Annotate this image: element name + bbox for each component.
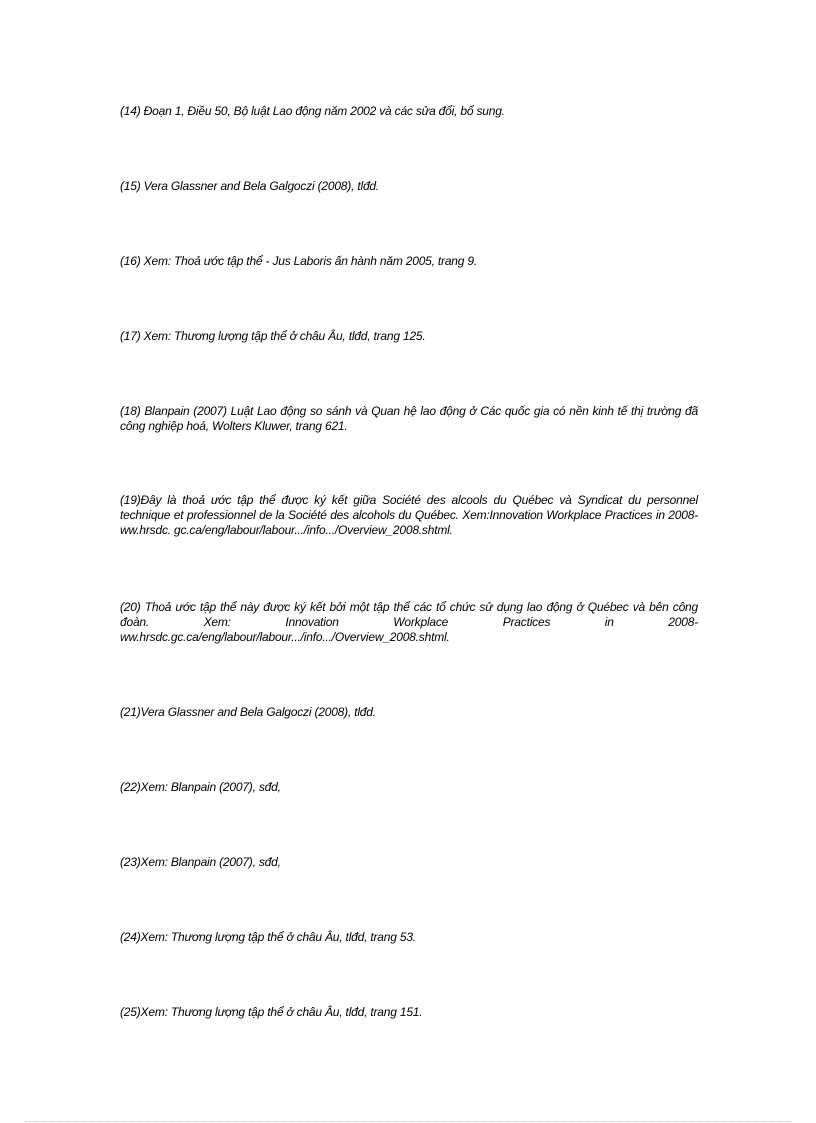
footnote-17: (17) Xem: Thương lượng tập thể ở châu Âu, tlđd, trang 125.	[120, 329, 426, 343]
footnote-16: (16) Xem: Thoả ước tập thể - Jus Laboris ấn hành năm 2005, trang 9.	[120, 254, 478, 268]
page-bottom-edge	[25, 1121, 791, 1122]
footnote-24: (24)Xem: Thương lượng tập thể ở châu Âu, tlđd, trang 53.	[120, 930, 416, 944]
footnote-14: (14) Đoạn 1, Điều 50, Bộ luật Lao động năm 2002 và các sửa đổi, bổ sung.	[120, 104, 505, 118]
footnote-21: (21)Vera Glassner and Bela Galgoczi (2008), tlđd.	[120, 705, 376, 719]
footnote-19: (19)Đây là thoả ước tập thể được ký kết giữa Société des alcools du Québec và Syndicat du personnel technique et professionnel de la Société des alcohols du Québec. Xem:Innovation Workplace Practices in 2008-ww.hrsdc. gc.ca/eng/labour/labour.../info.../Overview_2008.shtml.	[120, 493, 698, 537]
footnote-23: (23)Xem: Blanpain (2007), sđd,	[120, 855, 281, 869]
footnote-15: (15) Vera Glassner and Bela Galgoczi (2008), tlđd.	[120, 179, 380, 193]
footnote-22: (22)Xem: Blanpain (2007), sđd,	[120, 780, 281, 794]
footnote-25: (25)Xem: Thương lượng tập thể ở châu Âu, tlđd, trang 151.	[120, 1005, 423, 1019]
footnote-20: (20) Thoả ước tập thể này được ký kết bởi một tập thể các tổ chức sử dụng lao động ở Québec và bên công đoàn. Xem: Innovation Workplace Practices in 2008-ww.hrsdc.gc.ca/eng/labour/labour.../info.../Overview_2008.shtml.	[120, 600, 698, 644]
footnote-18: (18) Blanpain (2007) Luật Lao động so sánh và Quan hệ lao động ở Các quốc gia có nền kinh tế thị trường đã công nghiệp hoá, Wolters Kluwer, trang 621.	[120, 404, 698, 433]
